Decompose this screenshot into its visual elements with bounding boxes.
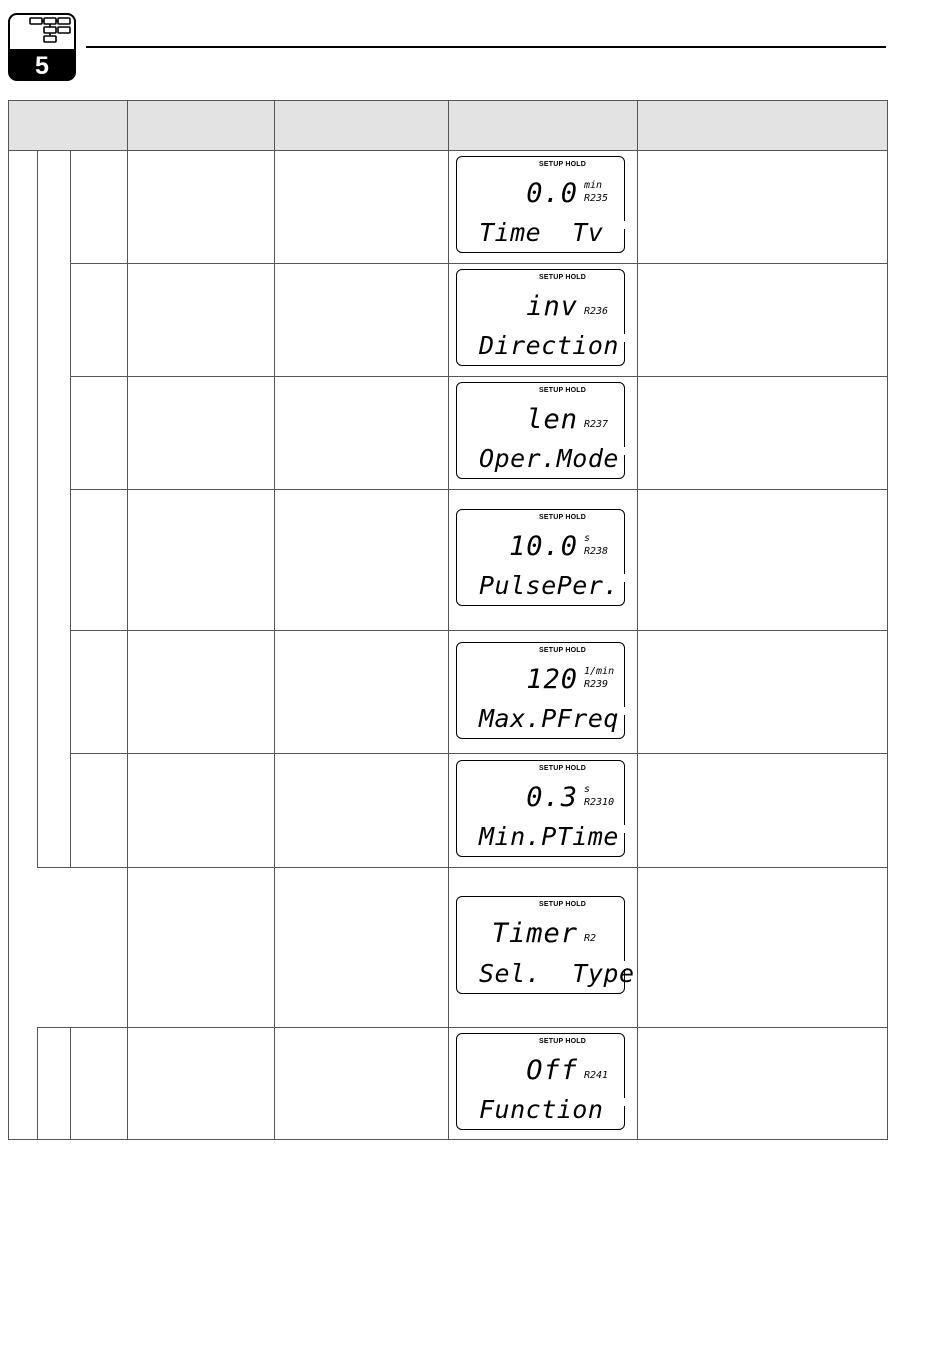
lcd-display: [456, 269, 625, 366]
tree-level-line: [37, 1027, 38, 1140]
lcd-parameter-code: R239: [584, 679, 609, 690]
lcd-display: [456, 896, 635, 994]
lcd-label: Min.PTime: [479, 822, 619, 851]
lcd-status-text: SETUP HOLD: [539, 901, 586, 908]
lcd-label: Time Tv: [479, 218, 604, 247]
tree-level-line: [37, 150, 38, 867]
lcd-value: 120: [526, 664, 578, 695]
column-separator: [274, 100, 275, 1140]
tree-level-line: [70, 150, 71, 867]
lcd-value: 0.3: [526, 782, 578, 813]
lcd-label: Max.PFreq: [479, 704, 619, 733]
lcd-label: PulsePer.: [479, 571, 619, 600]
lcd-label: Direction: [479, 331, 619, 360]
row-separator: [70, 376, 888, 377]
lcd-unit: s: [584, 784, 591, 795]
lcd-unit: min: [584, 180, 603, 191]
lcd-parameter-code: R2310: [584, 797, 615, 808]
row-separator: [70, 630, 888, 631]
lcd-value: inv: [526, 291, 578, 322]
menu-structure-icon: [8, 13, 76, 51]
chapter-number: 5: [35, 52, 49, 80]
lcd-status-text: SETUP HOLD: [539, 161, 586, 168]
lcd-status-text: SETUP HOLD: [539, 274, 586, 281]
lcd-parameter-code: R236: [584, 306, 609, 317]
lcd-label: Sel. Type: [479, 959, 635, 988]
lcd-display: [456, 509, 625, 606]
lcd-value: Timer: [491, 918, 578, 949]
table-border-left: [8, 100, 9, 1140]
lcd-label: Oper.Mode: [479, 444, 619, 473]
lcd-display: [456, 1033, 625, 1130]
column-separator: [448, 100, 449, 1140]
row-separator: [70, 263, 888, 264]
lcd-value: Off: [526, 1055, 578, 1086]
row-separator: [70, 753, 888, 754]
header-rule: [86, 46, 886, 48]
lcd-status-text: SETUP HOLD: [539, 514, 586, 521]
lcd-parameter-code: R2: [584, 933, 597, 944]
lcd-parameter-code: R235: [584, 193, 609, 204]
row-separator: [37, 1027, 888, 1028]
lcd-parameter-code: R241: [584, 1070, 609, 1081]
lcd-label: Function: [479, 1095, 604, 1124]
column-separator: [127, 100, 128, 1140]
lcd-value: 0.0: [526, 178, 578, 209]
tree-level-line: [70, 1027, 71, 1140]
chapter-badge: [8, 13, 76, 81]
column-separator: [637, 100, 638, 1140]
lcd-display: [456, 642, 625, 739]
lcd-status-text: SETUP HOLD: [539, 387, 586, 394]
row-separator: [37, 867, 888, 868]
lcd-status-text: SETUP HOLD: [539, 1038, 586, 1045]
lcd-value: 10.0: [508, 531, 578, 562]
table-border-right: [887, 100, 888, 1140]
lcd-status-text: SETUP HOLD: [539, 765, 586, 772]
lcd-display: [456, 156, 625, 253]
lcd-unit: 1/min: [584, 666, 615, 677]
lcd-parameter-code: R238: [584, 546, 609, 557]
lcd-value: len: [526, 404, 578, 435]
lcd-parameter-code: R237: [584, 419, 609, 430]
lcd-display: [456, 760, 625, 857]
lcd-display: [456, 382, 625, 479]
lcd-unit: s: [584, 533, 591, 544]
lcd-status-text: SETUP HOLD: [539, 647, 586, 654]
row-separator: [70, 489, 888, 490]
